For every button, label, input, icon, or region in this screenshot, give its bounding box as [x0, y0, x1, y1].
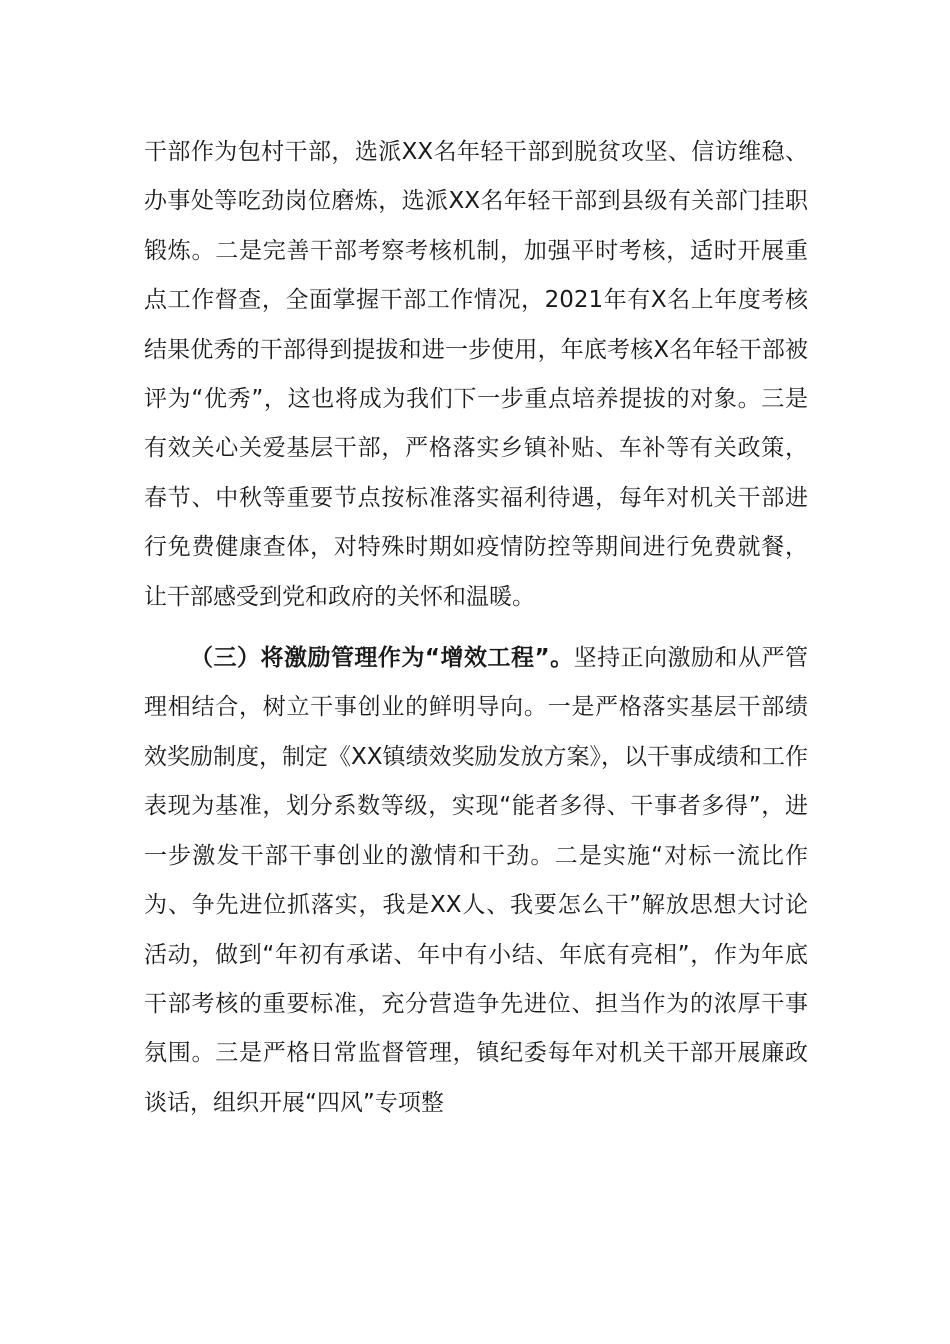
paragraph-body: 坚持正向激励和从严管理相结合，树立干事创业的鲜明导向。一是严格落实基层干部绩效奖励制度，制定《XX镇绩效奖励发放方案》，以干事成绩和工作表现为基准，划分系数等级，实现“能者多得、干事者多得”，进一步激发干部干事创业的激情和干劲。二是实施“对标一流比作为、争先进位抓落实，我是XX人、我要怎么干”解放思想大讨论活动，做到“年初有承诺、年中有小结、年底有亮相”，作为年底干部考核的重要标准，充分营造争先进位、担当作为的浓厚干事氛围。三是严格日常监督管理，镇纪委每年对机关干部开展廉政谈话，组织开展“四风”专项整: [144, 645, 809, 1116]
paragraph-continued: 干部作为包村干部，选派XX名年轻干部到脱贫攻坚、信访维稳、办事处等吃劲岗位磨炼，选派XX名年轻干部到县级有关部门挂职锻炼。二是完善干部考察考核机制，加强平时考核，适时开展重点工作督查，全面掌握干部工作情况，2021年有X名上年度考核结果优秀的干部得到提拔和进一步使用，年底考核X名年轻干部被评为“优秀”，这也将成为我们下一步重点培养提拔的对象。三是有效关心关爱基层干部，严格落实乡镇补贴、车补等有关政策，春节、中秋等重要节点按标准落实福利待遇，每年对机关干部进行免费健康查体，对特殊时期如疫情防控等期间进行免费就餐，让干部感受到党和政府的关怀和温暖。: [144, 139, 808, 610]
paragraph-incentive-management: [144, 634, 808, 1128]
section-heading: （三）将激励管理作为“增效工程”。: [190, 645, 574, 672]
document-body: [144, 128, 808, 1128]
